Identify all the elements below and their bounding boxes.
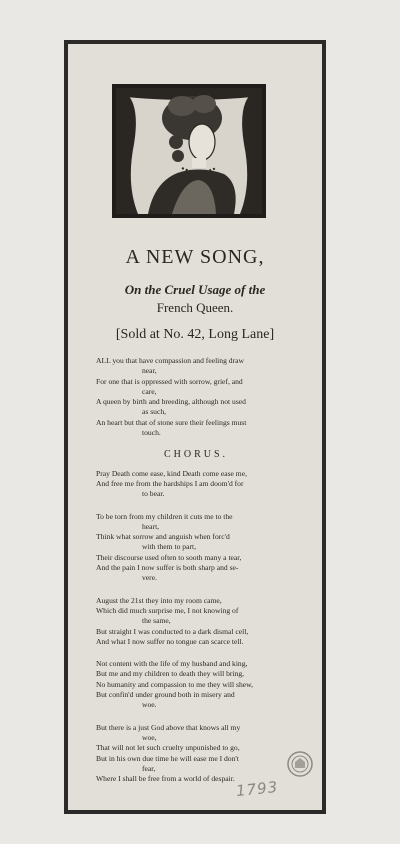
- verse-line: But straight I was conducted to a dark dismal cell,: [96, 626, 249, 636]
- verse-line: But me and my children to death they will bring,: [96, 669, 245, 679]
- verse-block: [96, 659, 296, 710]
- chorus-heading: CHORUS.: [163, 449, 229, 461]
- verse-line: Which did much surprise me, I not knowing of: [96, 605, 239, 615]
- verse-line: August the 21st they into my room came,: [96, 595, 222, 605]
- verse-line: But there is a just God above that knows all my: [96, 722, 241, 732]
- verse-line: the same,: [142, 616, 171, 626]
- verse-line: woe.: [142, 700, 157, 710]
- verse-line: And what I now suffer no tongue can scarce tell.: [96, 636, 244, 646]
- verse-line: ALL you that have compassion and feeling draw: [96, 356, 244, 365]
- verse-line: A queen by birth and breeding, although not used: [96, 397, 246, 407]
- verse-line: And free me from the hardships I am doom'd for: [96, 478, 244, 488]
- subtitle-line-2: French Queen.: [156, 300, 234, 315]
- broadside-sheet: [68, 44, 322, 810]
- verse-block: [96, 469, 296, 500]
- verse-line: An heart but that of stone sure their feelings must: [96, 417, 247, 427]
- verse-line: Pray Death come ease, kind Death come ease me,: [96, 468, 247, 478]
- verse-line: But in his own due time he will ease me I don't: [96, 753, 239, 763]
- verse-line: Where I shall be free from a world of despair.: [96, 774, 235, 784]
- imprint-line: [Sold at No. 42, Long Lane]: [115, 327, 275, 342]
- verse-line: For one that is oppressed with sorrow, grief, and: [96, 376, 243, 386]
- verse-line: But confin'd under ground both in misery and: [96, 690, 235, 700]
- verse-line: Think what sorrow and anguish when forc'd: [96, 532, 230, 542]
- subtitle-line-1: On the Cruel Usage of the: [124, 282, 266, 297]
- verse-line: as such,: [142, 407, 167, 417]
- verse-line: No humanity and compassion to me they will shew,: [96, 679, 254, 689]
- verse-line: fear,: [142, 763, 156, 773]
- verse-line: with them to part,: [142, 542, 196, 552]
- song-title: A NEW SONG,: [125, 246, 265, 268]
- verse-block: [96, 356, 296, 438]
- verse-line: Not content with the life of my husband and king,: [96, 659, 248, 669]
- verse-line: Their discourse used often to sooth many a tear,: [96, 552, 242, 562]
- verse-line: woe,: [142, 732, 157, 742]
- verse-line: to bear.: [142, 489, 165, 499]
- verse-block: [96, 596, 296, 647]
- woodcut-portrait-image: [112, 84, 266, 218]
- verse-line: care,: [142, 386, 157, 396]
- verse-line: vere.: [142, 573, 157, 583]
- verse-block: [96, 512, 296, 584]
- library-stamp-icon: [286, 750, 314, 778]
- song-verses: [96, 356, 296, 796]
- verse-line: To be torn from my children it cuts me to the: [96, 511, 233, 521]
- verse-line: touch.: [142, 428, 161, 438]
- verse-block: [96, 723, 296, 785]
- verse-line: That will not let such cruelty unpunished to go,: [96, 743, 240, 753]
- verse-line: near,: [142, 366, 157, 376]
- pencil-date-note: 1793: [235, 777, 280, 801]
- verse-line: heart,: [142, 521, 160, 531]
- verse-line: And the pain I now suffer is both sharp and se-: [96, 563, 239, 573]
- woodcut-illustration: [112, 84, 266, 218]
